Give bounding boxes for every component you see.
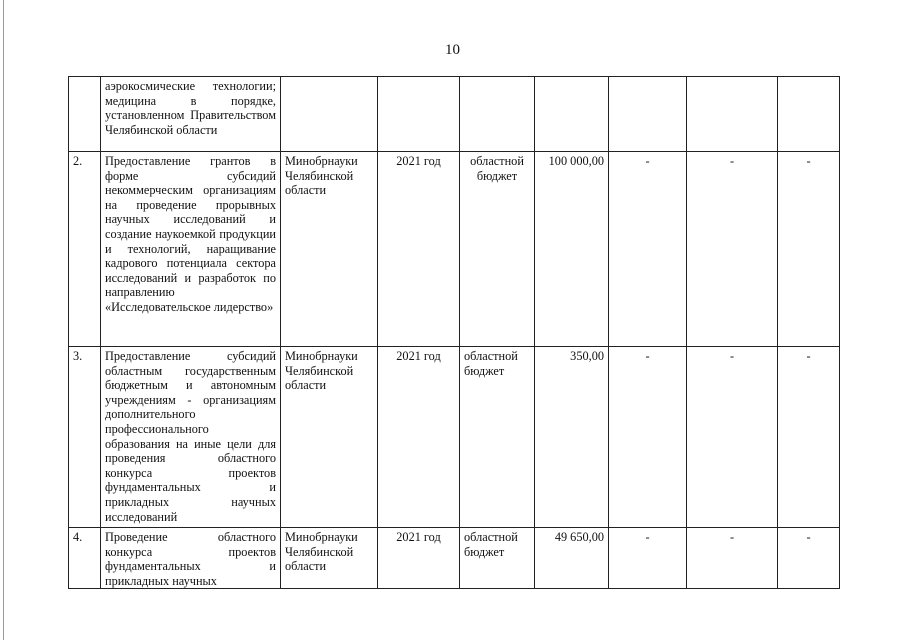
value-cell: -	[687, 152, 778, 347]
table-row	[69, 152, 840, 347]
value-cell: -	[778, 152, 840, 347]
measure-description: Предоставление субсидий областным государственным бюджетным и автономным учреждениям - организациям дополнительного профессионального образования на иные цели для проведения областного конкурса проектов фундаментальных и прикладных научных исследований	[101, 347, 281, 528]
value-cell	[687, 77, 778, 152]
executor-cell	[281, 77, 378, 152]
table-row	[69, 347, 840, 528]
value-cell: -	[609, 528, 687, 589]
value-cell: -	[687, 528, 778, 589]
measures-table	[68, 76, 840, 589]
executor-cell: Минобрнауки Челябинской области	[281, 528, 378, 589]
year-cell	[378, 77, 460, 152]
amount-cell	[535, 77, 609, 152]
value-cell: -	[687, 347, 778, 528]
executor-cell: Минобрнауки Челябинской области	[281, 152, 378, 347]
value-cell: -	[778, 528, 840, 589]
row-number	[69, 77, 101, 152]
table-row	[69, 528, 840, 589]
row-number: 2.	[69, 152, 101, 347]
amount-cell: 350,00	[535, 347, 609, 528]
value-cell	[778, 77, 840, 152]
scan-edge-line	[3, 0, 4, 640]
funding-source-cell: областной бюджет	[460, 152, 535, 347]
year-cell: 2021 год	[378, 347, 460, 528]
funding-source-cell	[460, 77, 535, 152]
year-cell: 2021 год	[378, 528, 460, 589]
amount-cell: 100 000,00	[535, 152, 609, 347]
funding-source-cell: областной бюджет	[460, 347, 535, 528]
row-number: 3.	[69, 347, 101, 528]
measure-description: Проведение областного конкурса проектов фундаментальных и прикладных научных	[101, 528, 281, 589]
measure-description: Предоставление грантов в форме субсидий некоммерческим организациям на проведение прорывных научных исследований и создание наукоемкой продукции и технологий, наращивание кадрового потенциала сектора исследований и разработок по направлению «Исследовательское лидерство»	[101, 152, 281, 347]
amount-cell: 49 650,00	[535, 528, 609, 589]
value-cell: -	[609, 152, 687, 347]
measure-description: аэрокосмические технологии; медицина в порядке, установленном Правительством Челябинской области	[101, 77, 281, 152]
year-cell: 2021 год	[378, 152, 460, 347]
funding-source-cell: областной бюджет	[460, 528, 535, 589]
row-number: 4.	[69, 528, 101, 589]
value-cell	[609, 77, 687, 152]
table-row	[69, 77, 840, 152]
executor-cell: Минобрнауки Челябинской области	[281, 347, 378, 528]
value-cell: -	[609, 347, 687, 528]
page-number: 10	[445, 42, 460, 58]
value-cell: -	[778, 347, 840, 528]
